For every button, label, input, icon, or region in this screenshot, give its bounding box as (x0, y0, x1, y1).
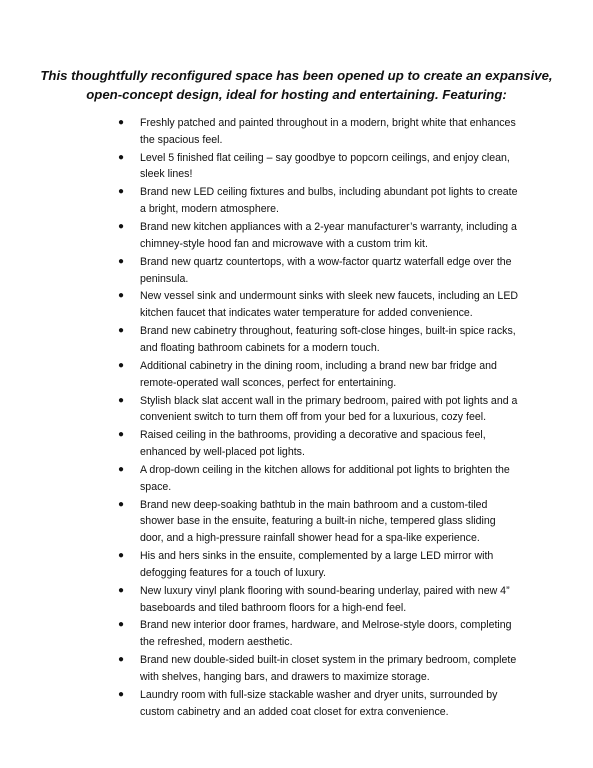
bullet-icon: ● (118, 654, 125, 666)
feature-text-line: the refreshed, modern aesthetic. (140, 636, 293, 649)
feature-text-line: and floating bathroom cabinets for a modern touch. (140, 341, 380, 354)
feature-text-line: peninsula. (140, 272, 189, 285)
feature-text (140, 288, 536, 322)
feature-text-line: door, and a high-pressure rainfall shower head for a spa-like experience. (140, 532, 480, 545)
feature-text (140, 583, 536, 617)
feature-list-item (116, 393, 536, 427)
feature-text-line: New vessel sink and undermount sinks with sleek new faucets, including an LED (140, 290, 519, 303)
bullet-icon: ● (118, 151, 125, 163)
feature-text (140, 462, 536, 496)
bullet-icon: ● (118, 463, 125, 475)
feature-list-item (116, 150, 536, 184)
feature-list-item (116, 254, 536, 288)
feature-list-item (116, 548, 536, 582)
feature-text-line: His and hers sinks in the ensuite, complemented by a large LED mirror with (140, 550, 494, 563)
bullet-icon: ● (118, 186, 125, 198)
feature-text-line: Brand new interior door frames, hardware, and Melrose-style doors, completing (140, 619, 512, 632)
feature-list-item (116, 288, 536, 322)
feature-text-line: Brand new double-sided built-in closet system in the primary bedroom, complete (140, 654, 517, 667)
feature-text-line: Laundry room with full-size stackable washer and dryer units, surrounded by (140, 688, 498, 701)
feature-text-line: Brand new deep-soaking bathtub in the main bathroom and a custom-tiled (140, 498, 488, 511)
feature-list-item (116, 687, 536, 721)
feature-text (140, 150, 536, 184)
feature-text-line: the spacious feel. (140, 133, 223, 146)
bullet-icon: ● (118, 550, 125, 562)
intro-heading-line: open-concept design, ideal for hosting and entertaining. Featuring: (86, 87, 507, 102)
bullet-icon: ● (118, 394, 125, 406)
feature-text (140, 427, 536, 461)
bullet-icon: ● (118, 117, 125, 128)
feature-text (140, 323, 536, 357)
feature-text-line: a bright, modern atmosphere. (140, 203, 279, 216)
feature-text (140, 115, 536, 149)
feature-text-line: Level 5 finished flat ceiling – say goodbye to popcorn ceilings, and enjoy clean, (140, 151, 510, 164)
feature-text-line: remote-operated wall sconces, perfect for entertaining. (140, 376, 397, 389)
bullet-icon: ● (118, 429, 125, 441)
feature-text-line: kitchen faucet that indicates water temperature for added convenience. (140, 307, 473, 320)
feature-text-line: with shelves, hanging bars, and drawers to maximize storage. (140, 670, 430, 683)
feature-text-line: Brand new quartz countertops, with a wow-factor quartz waterfall edge over the (140, 255, 512, 268)
bullet-icon: ● (118, 221, 125, 233)
feature-text-line: space. (140, 480, 172, 493)
feature-list-item (116, 184, 536, 218)
feature-text (140, 219, 536, 253)
feature-text-line: enhanced by well-placed pot lights. (140, 445, 305, 458)
bullet-icon: ● (118, 359, 125, 371)
feature-text (140, 184, 536, 218)
feature-list-item (116, 115, 536, 149)
bullet-icon: ● (118, 290, 125, 302)
feature-text-line: Brand new LED ceiling fixtures and bulbs, including abundant pot lights to create (140, 186, 518, 199)
feature-list-item (116, 497, 536, 547)
feature-text (140, 548, 536, 582)
bullet-icon: ● (118, 498, 125, 510)
feature-list-item (116, 219, 536, 253)
feature-text-line: baseboards and tiled bathroom floors for a high-end feel. (140, 601, 407, 614)
feature-text (140, 652, 536, 686)
feature-text (140, 617, 536, 651)
feature-text (140, 358, 536, 392)
feature-list (116, 115, 536, 721)
feature-text-line: shower base in the ensuite, featuring a built-in niche, tempered glass sliding (140, 515, 496, 528)
feature-list-item (116, 462, 536, 496)
feature-text-line: custom cabinetry and an added coat closet for extra convenience. (140, 705, 449, 718)
feature-text-line: Brand new kitchen appliances with a 2-year manufacturer’s warranty, including a (140, 221, 517, 234)
intro-heading-line: This thoughtfully reconfigured space has been opened up to create an expansive, (40, 68, 553, 83)
feature-text-line: New luxury vinyl plank flooring with sound-bearing underlay, paired with new 4” (140, 584, 510, 597)
feature-text-line: defogging features for a touch of luxury. (140, 566, 326, 579)
feature-list-item (116, 617, 536, 651)
bullet-icon: ● (118, 688, 125, 700)
intro-heading (40, 66, 553, 104)
feature-text-line: Freshly patched and painted throughout in a modern, bright white that enhances (140, 117, 516, 129)
feature-text-line: A drop-down ceiling in the kitchen allows for additional pot lights to brighten the (140, 463, 510, 476)
feature-text-line: Additional cabinetry in the dining room, including a brand new bar fridge and (140, 359, 497, 372)
feature-list-item (116, 652, 536, 686)
feature-text (140, 497, 536, 547)
feature-text-line: Raised ceiling in the bathrooms, providing a decorative and spacious feel, (140, 429, 486, 442)
feature-text (140, 254, 536, 288)
feature-list-item (116, 323, 536, 357)
feature-text-line: chimney-style hood fan and microwave with a custom trim kit. (140, 237, 428, 250)
bullet-icon: ● (118, 325, 125, 337)
bullet-icon: ● (118, 619, 125, 631)
feature-text-line: convenient switch to turn them off from your bed for a luxurious, cozy feel. (140, 411, 487, 424)
feature-text-line: Stylish black slat accent wall in the primary bedroom, paired with pot lights and a (140, 394, 518, 407)
feature-list-item (116, 358, 536, 392)
feature-list-item (116, 583, 536, 617)
feature-list-item (116, 427, 536, 461)
feature-text (140, 393, 536, 427)
bullet-icon: ● (118, 255, 125, 267)
feature-text-line: sleek lines! (140, 168, 193, 181)
feature-text (140, 687, 536, 721)
bullet-icon: ● (118, 584, 125, 596)
feature-text-line: Brand new cabinetry throughout, featuring soft-close hinges, built-in spice racks, (140, 325, 516, 338)
